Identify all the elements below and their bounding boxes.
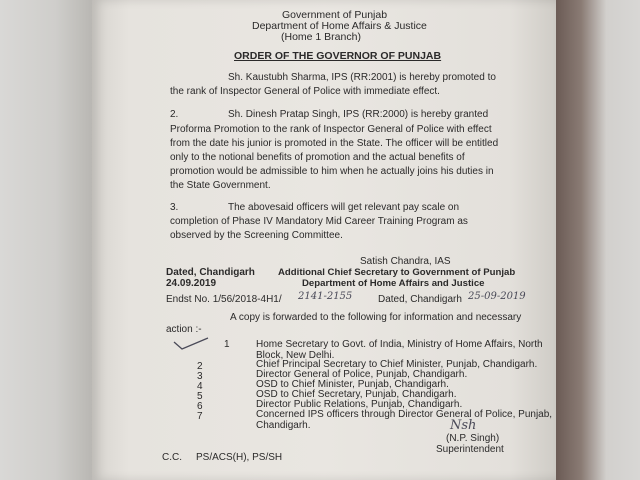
- recipient-text: OSD to Chief Minister, Punjab, Chandigarh.: [256, 379, 449, 390]
- paragraph-3-number: 3.: [170, 202, 179, 213]
- recipient-number: 7: [197, 411, 203, 422]
- recipient-text: Director General of Police, Punjab, Chandigarh.: [256, 369, 468, 380]
- paragraph-2-line: from the date his junior is promoted in the State. The officer will be entitled: [170, 138, 499, 149]
- dated-date: 24.09.2019: [166, 278, 217, 289]
- forward-note-line-1: A copy is forwarded to the following for information and necessary: [230, 312, 522, 323]
- forward-note-line-2: action :-: [166, 324, 202, 335]
- paragraph-3-line: completion of Phase IV Mandatory Mid Career Training Program as: [170, 216, 468, 227]
- letterhead-government: Government of Punjab: [282, 9, 388, 21]
- endorsement-date-handwritten: 25-09-2019: [468, 291, 526, 302]
- paragraph-2-line: Sh. Dinesh Pratap Singh, IPS (RR:2000) is hereby granted: [228, 109, 489, 120]
- recipient-number: 4: [197, 381, 203, 392]
- signatory-name: Satish Chandra, IAS: [360, 256, 451, 267]
- recipient-text: Concerned IPS officers through Director General of Police, Punjab,: [256, 409, 553, 420]
- paragraph-2-line: the State Government.: [170, 180, 271, 191]
- document-page: [92, 0, 556, 480]
- paragraph-1-line-1: Sh. Kaustubh Sharma, IPS (RR:2001) is hereby promoted to: [228, 72, 496, 83]
- paragraph-1-line-2: the rank of Inspector General of Police with immediate effect.: [170, 86, 440, 97]
- superintendent-title: Superintendent: [436, 444, 504, 455]
- dated-label: Dated, Chandigarh: [166, 267, 255, 278]
- signatory-department: Department of Home Affairs and Justice: [302, 278, 485, 289]
- signatory-designation: Additional Chief Secretary to Government of Punjab: [278, 267, 516, 278]
- recipient-text: Block, New Delhi.: [256, 350, 335, 361]
- superintendent-signature: Nsh: [450, 418, 477, 433]
- recipient-number: 5: [197, 391, 203, 402]
- paragraph-2-number: 2.: [170, 109, 179, 120]
- tick-mark-icon: [172, 334, 212, 354]
- recipient-number: 1: [224, 339, 230, 350]
- cc-value: PS/ACS(H), PS/SH: [196, 452, 283, 463]
- recipient-text: Chief Principal Secretary to Chief Minister, Punjab, Chandigarh.: [256, 359, 538, 370]
- paragraph-3-line: The abovesaid officers will get relevant pay scale on: [228, 202, 460, 213]
- background-right: [556, 0, 640, 480]
- paragraph-2-line: Proforma Promotion to the rank of Inspector General of Police with effect: [170, 124, 492, 135]
- letterhead-branch: (Home 1 Branch): [281, 31, 361, 43]
- recipient-number: 6: [197, 401, 203, 412]
- recipient-text: Home Secretary to Govt. of India, Ministry of Home Affairs, North: [256, 339, 543, 350]
- endorsement-dated-label: Dated, Chandigarh: [378, 294, 462, 305]
- recipient-text: Director Public Relations, Punjab, Chandigarh.: [256, 399, 463, 410]
- recipient-number: 2: [197, 361, 203, 372]
- paragraph-3-line: observed by the Screening Committee.: [170, 230, 343, 241]
- letterhead-department: Department of Home Affairs & Justice: [252, 20, 427, 32]
- order-title: ORDER OF THE GOVERNOR OF PUNJAB: [234, 50, 442, 62]
- background-left: [0, 0, 92, 480]
- paragraph-2-line: only to the notional benefits of promotion and the actual benefits of: [170, 152, 465, 163]
- recipient-number: 3: [197, 371, 203, 382]
- cc-label: C.C.: [162, 452, 182, 463]
- paragraph-2-line: promotion would be admissible to him when he actually joins his duties in: [170, 166, 494, 177]
- endorsement-number-handwritten: 2141-2155: [298, 291, 353, 302]
- superintendent-name: (N.P. Singh): [446, 433, 500, 444]
- recipient-text: Chandigarh.: [256, 420, 311, 431]
- endorsement-number-label: Endst No. 1/56/2018-4H1/: [166, 294, 282, 305]
- recipient-text: OSD to Chief Secretary, Punjab, Chandigarh.: [256, 389, 457, 400]
